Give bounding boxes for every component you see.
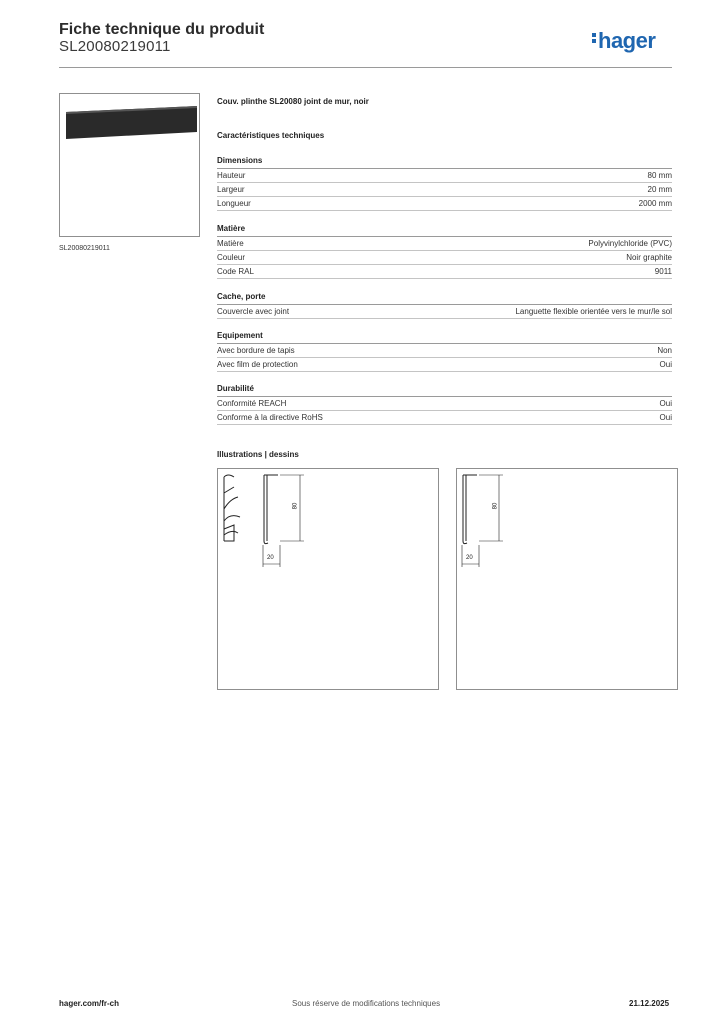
spec-row [217, 251, 672, 265]
spec-row [217, 358, 672, 372]
spec-value: Polyvinylchloride (PVC) [588, 239, 672, 248]
technical-drawing-2 [456, 468, 678, 690]
spec-value: Noir graphite [626, 253, 672, 262]
section-equipment [217, 331, 672, 372]
section-title: Equipement [217, 331, 672, 344]
spec-label: Largeur [217, 185, 245, 194]
spec-row [217, 411, 672, 425]
spec-row [217, 305, 672, 319]
characteristics-title: Caractéristiques techniques [217, 131, 325, 140]
footer-date: 21.12.2025 [629, 999, 670, 1008]
spec-row [217, 169, 672, 183]
spec-value: 20 mm [647, 185, 672, 194]
spec-label: Code RAL [217, 267, 254, 276]
logo-text: hager [598, 28, 656, 53]
dimension-height-label: 80 [492, 502, 499, 510]
section-title: Durabilité [217, 384, 672, 397]
spec-row [217, 344, 672, 358]
logo-dots-icon [592, 31, 596, 45]
product-title: Couv. plinthe SL20080 joint de mur, noir [217, 97, 369, 106]
spec-row [217, 265, 672, 279]
dimension-height-label: 80 [292, 502, 299, 510]
section-durability [217, 384, 672, 425]
spec-value: 2000 mm [638, 199, 672, 208]
footer-disclaimer: Sous réserve de modifications techniques [292, 999, 441, 1008]
spec-label: Longueur [217, 199, 251, 208]
dimension-width-label: 20 [267, 555, 274, 561]
spec-label: Avec film de protection [217, 360, 298, 369]
illustrations-title: Illustrations | dessins [217, 450, 299, 459]
spec-value: 80 mm [647, 171, 672, 180]
spec-label: Couvercle avec joint [217, 307, 290, 316]
hager-logo [592, 28, 655, 54]
image-caption: SL20080219011 [59, 245, 110, 252]
section-title: Dimensions [217, 156, 672, 169]
footer-website: hager.com/fr-ch [59, 999, 120, 1008]
dimension-width-label: 20 [466, 555, 473, 561]
product-image [59, 93, 200, 237]
spec-value: Oui [659, 413, 672, 422]
section-title: Matière [217, 224, 672, 237]
spec-label: Conformité REACH [217, 399, 287, 408]
spec-row [217, 237, 672, 251]
page-title: Fiche technique du produit [59, 21, 265, 38]
section-material [217, 224, 672, 279]
spec-row [217, 397, 672, 411]
spec-label: Matière [217, 239, 244, 248]
section-title: Cache, porte [217, 292, 672, 305]
header-divider [59, 67, 672, 68]
spec-value: 9011 [654, 267, 672, 276]
spec-row [217, 183, 672, 197]
product-reference: SL20080219011 [59, 38, 171, 55]
spec-value: Oui [659, 360, 672, 369]
spec-value: Non [657, 346, 672, 355]
spec-label: Avec bordure de tapis [217, 346, 295, 355]
spec-row [217, 197, 672, 211]
technical-drawing-1 [217, 468, 439, 690]
spec-label: Conforme à la directive RoHS [217, 413, 323, 422]
spec-value: Languette flexible orientée vers le mur/le sol [515, 307, 672, 316]
section-dimensions [217, 156, 672, 211]
section-cover [217, 292, 672, 319]
spec-label: Couleur [217, 253, 246, 262]
spec-label: Hauteur [217, 171, 246, 180]
spec-value: Oui [659, 399, 672, 408]
